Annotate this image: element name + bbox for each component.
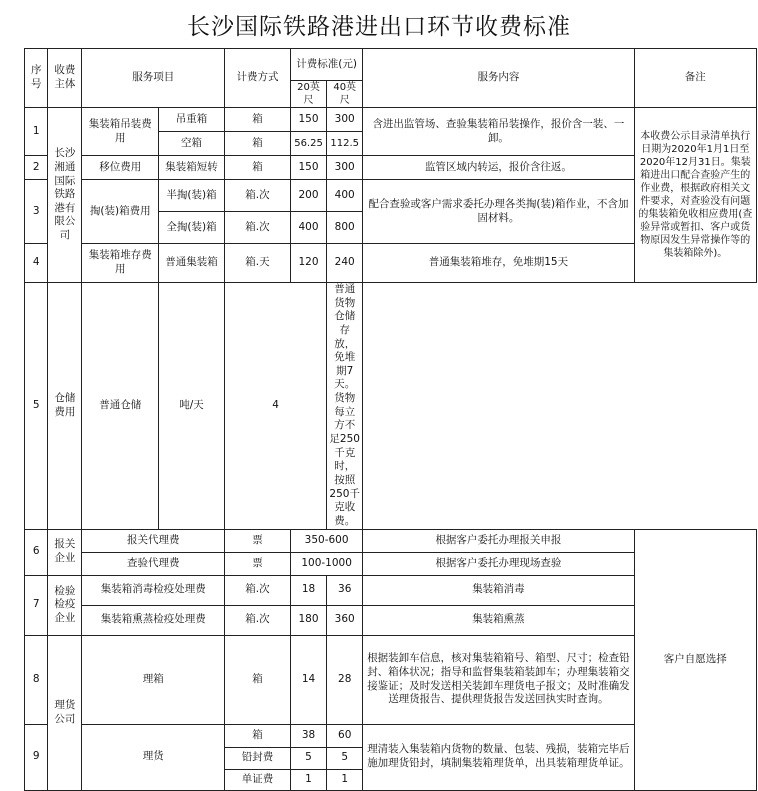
remark-top-cell: 本收费公示目录清单执行日期为2020年1月1日至2020年12月31日。集装箱进出口配合查验产生的作业费，根据政府相关文件要求，对查验没有问题的集装箱免收相应费用(查验异常或暂扣、客户或货物原因发生异常操作等的集装箱除外)。 [634, 108, 756, 283]
price-20-cell: 14 [290, 635, 326, 724]
sub-item-cell: 全掏(装)箱 [159, 212, 225, 244]
table-row [25, 529, 757, 552]
price-20-cell: 5 [290, 747, 326, 769]
header-40ft: 40英尺 [327, 81, 363, 108]
price-20-cell: 150 [290, 108, 326, 132]
seq-cell: 3 [25, 180, 48, 244]
service-item-cell: 集装箱堆存费用 [82, 244, 159, 283]
price-20-cell: 38 [290, 724, 326, 747]
price-20-cell: 150 [290, 156, 326, 180]
table-header-row [25, 49, 757, 81]
unit-cell: 吨/天 [159, 283, 225, 530]
table-row [25, 283, 757, 530]
entity-customs-broker: 报关企业 [48, 529, 82, 575]
entity-inspection: 检验检疫企业 [48, 575, 82, 635]
seq-cell: 7 [25, 575, 48, 635]
unit-cell: 箱.次 [224, 212, 290, 244]
service-item-cell: 查验代理费 [82, 552, 225, 575]
price-40-cell: 400 [327, 180, 363, 212]
content-cell: 含进出监管场、查验集装箱吊装操作，报价含一装、一卸。 [363, 108, 634, 156]
seq-cell: 1 [25, 108, 48, 156]
content-cell: 集装箱消毒 [363, 575, 634, 605]
service-item-cell: 理货 [82, 724, 225, 790]
unit-cell: 票 [224, 552, 290, 575]
content-cell: 理清装入集装箱内货物的数量、包装、残损，装箱完毕后施加理货铅封，填制集装箱理货单，出具装箱理货单证。 [363, 724, 634, 790]
page-title: 长沙国际铁路港进出口环节收费标准 [187, 14, 571, 40]
price-40-cell: 240 [327, 244, 363, 283]
unit-cell: 箱 [224, 724, 290, 747]
price-40-cell: 5 [327, 747, 363, 769]
content-cell: 配合查验或客户需求委托办理各类掏(装)箱作业，不含加固材料。 [363, 180, 634, 244]
sub-item-cell: 普通仓储 [82, 283, 159, 530]
sub-item-cell: 普通集装箱 [159, 244, 225, 283]
price-cell: 100-1000 [290, 552, 362, 575]
service-item-cell: 掏(装)箱费用 [82, 180, 159, 244]
service-item-cell: 理箱 [82, 635, 225, 724]
unit-cell: 铅封费 [224, 747, 290, 769]
content-cell: 根据客户委托办理报关申报 [363, 529, 634, 552]
price-cell: 4 [224, 283, 326, 530]
unit-cell: 单证费 [224, 769, 290, 790]
content-cell: 普通集装箱堆存，免堆期15天 [363, 244, 634, 283]
service-item-cell: 集装箱消毒检疫处理费 [82, 575, 225, 605]
seq-cell: 5 [25, 283, 48, 530]
header-billing-method: 计费方式 [224, 49, 290, 108]
header-20ft: 20英尺 [290, 81, 326, 108]
fee-table [24, 48, 757, 791]
price-20-cell: 200 [290, 180, 326, 212]
entity-xiangtong: 长沙湘通国际铁路港有限公司 [48, 108, 82, 283]
price-20-cell: 1 [290, 769, 326, 790]
content-cell: 根据装卸车信息，核对集装箱箱号、箱型、尺寸；检查铅封、箱体状况；指导和监督集装箱装卸车；办理集装箱交接鉴证；及时发送相关装卸车理货电子报文；及时准确发送理货报告、提供理货报告发送回执实时查询。 [363, 635, 634, 724]
header-remarks: 备注 [634, 49, 756, 108]
price-40-cell: 1 [327, 769, 363, 790]
header-entity: 收费主体 [48, 49, 82, 108]
sub-item-cell: 吊重箱 [159, 108, 225, 132]
seq-cell: 2 [25, 156, 48, 180]
unit-cell: 箱 [224, 108, 290, 132]
price-40-cell: 300 [327, 108, 363, 132]
price-40-cell: 800 [327, 212, 363, 244]
header-seq: 序号 [25, 49, 48, 108]
price-20-cell: 120 [290, 244, 326, 283]
seq-cell: 8 [25, 635, 48, 724]
remark-bottom-cell: 客户自愿选择 [634, 529, 756, 790]
header-service-content: 服务内容 [363, 49, 634, 108]
service-item-cell: 集装箱熏蒸检疫处理费 [82, 605, 225, 635]
price-20-cell: 400 [290, 212, 326, 244]
unit-cell: 箱 [224, 156, 290, 180]
sub-item-cell: 空箱 [159, 132, 225, 156]
sub-item-cell: 半掏(装)箱 [159, 180, 225, 212]
price-40-cell: 300 [327, 156, 363, 180]
seq-cell: 4 [25, 244, 48, 283]
content-cell: 根据客户委托办理现场查验 [363, 552, 634, 575]
content-cell: 普通货物仓储存放，免堆期7天。货物每立方不足250千克时，按照250千克收费。 [327, 283, 363, 530]
price-20-cell: 56.25 [290, 132, 326, 156]
unit-cell: 箱 [224, 132, 290, 156]
price-40-cell: 36 [327, 575, 363, 605]
unit-cell: 票 [224, 529, 290, 552]
service-item-cell: 仓储费用 [48, 283, 82, 530]
header-standard: 计费标准(元) [290, 49, 362, 81]
content-cell: 集装箱熏蒸 [363, 605, 634, 635]
price-40-cell: 360 [327, 605, 363, 635]
price-cell: 350-600 [290, 529, 362, 552]
unit-cell: 箱.次 [224, 605, 290, 635]
seq-cell: 9 [25, 724, 48, 790]
service-item-cell: 集装箱吊装费用 [82, 108, 159, 156]
unit-cell: 箱.次 [224, 180, 290, 212]
unit-cell: 箱.天 [224, 244, 290, 283]
seq-cell: 6 [25, 529, 48, 575]
content-cell: 监管区域内转运，报价含往返。 [363, 156, 634, 180]
service-item-cell: 移位费用 [82, 156, 159, 180]
price-40-cell: 112.5 [327, 132, 363, 156]
price-40-cell: 28 [327, 635, 363, 724]
service-item-cell: 报关代理费 [82, 529, 225, 552]
entity-forwarder: 理货公司 [48, 635, 82, 790]
sub-item-cell: 集装箱短转 [159, 156, 225, 180]
price-20-cell: 18 [290, 575, 326, 605]
price-20-cell: 180 [290, 605, 326, 635]
unit-cell: 箱 [224, 635, 290, 724]
table-row [25, 108, 757, 132]
unit-cell: 箱.次 [224, 575, 290, 605]
header-service-item: 服务项目 [82, 49, 225, 108]
price-40-cell: 60 [327, 724, 363, 747]
